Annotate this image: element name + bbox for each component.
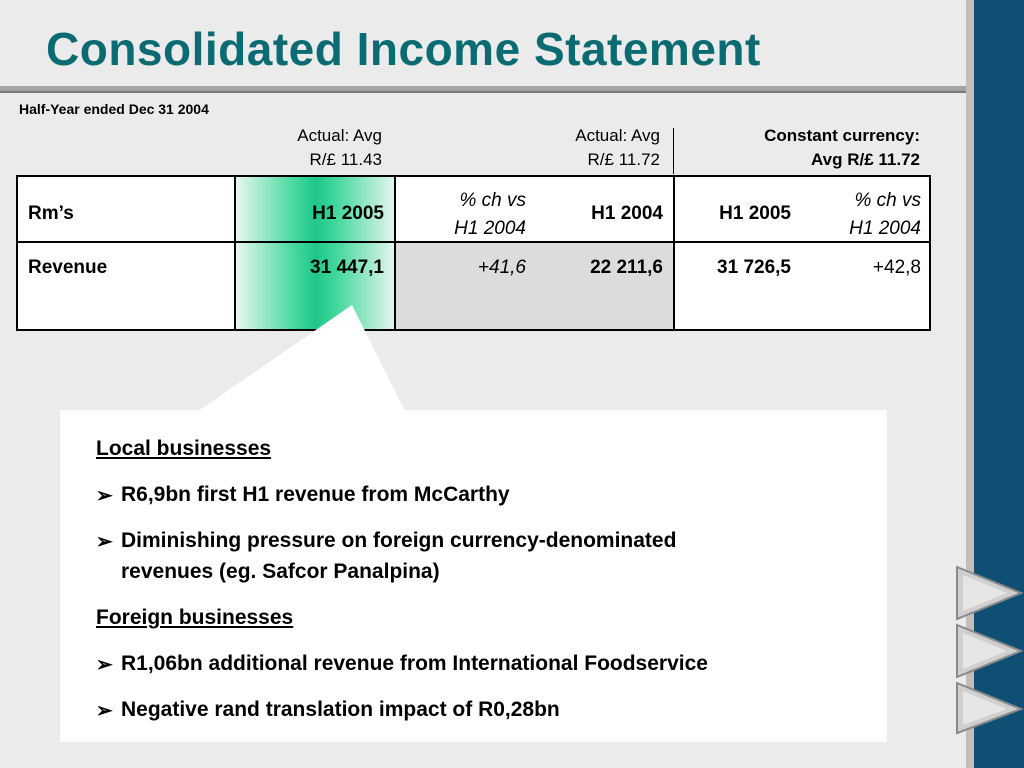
income-table: [16, 175, 931, 331]
col-divider: [673, 177, 675, 329]
bullet-arrow-icon: ➢: [96, 654, 113, 676]
revenue-cc-h1-2005: 31 726,5: [717, 257, 791, 278]
bullet-mccarthy: R6,9bn first H1 revenue from McCarthy: [121, 483, 510, 506]
header-actual-2004: Actual: Avg R/£ 11.72: [575, 126, 660, 169]
shaded-cells: [396, 243, 673, 329]
header-h1-2005: H1 2005: [312, 203, 384, 224]
bullet-foodservice: R1,06bn additional revenue from International Foodservice: [121, 652, 708, 675]
highlight-column: [236, 177, 396, 329]
bullet-currency-pressure: Diminishing pressure on foreign currency-denominated revenues (eg. Safcor Panalpina): [121, 529, 677, 583]
bullet-arrow-icon: ➢: [96, 485, 113, 507]
bullet-translation-impact: Negative rand translation impact of R0,28bn: [121, 698, 560, 721]
heading-local-businesses: Local businesses: [96, 437, 272, 460]
commentary-callout: [60, 410, 887, 742]
bullet-arrow-icon: ➢: [96, 531, 113, 553]
col-divider: [234, 177, 236, 329]
revenue-pct-change: +41,6: [477, 257, 526, 278]
revenue-cc-pct-change: +42,8: [872, 257, 921, 278]
header-pct-change: % ch vs H1 2004: [454, 190, 526, 239]
row-label-revenue: Revenue: [28, 257, 108, 278]
arrow-icon: [957, 683, 1021, 733]
navigation-arrows: [955, 565, 1024, 735]
arrow-icon: [957, 625, 1021, 677]
header-h1-2004: H1 2004: [591, 203, 663, 224]
header-divider: [673, 128, 674, 174]
slide-title: Consolidated Income Statement: [46, 23, 761, 75]
revenue-h1-2005: 31 447,1: [310, 257, 384, 278]
revenue-h1-2004: 22 211,6: [590, 257, 663, 278]
header-constant-currency: Constant currency: Avg R/£ 11.72: [764, 126, 920, 169]
heading-foreign-businesses: Foreign businesses: [96, 606, 294, 629]
header-cc-h1-2005: H1 2005: [719, 203, 791, 224]
arrow-icon: [957, 567, 1021, 619]
bullet-arrow-icon: ➢: [96, 700, 113, 722]
header-rms: Rm’s: [28, 203, 74, 224]
header-cc-pct-change: % ch vs H1 2004: [849, 190, 921, 239]
title-divider: [0, 86, 968, 93]
header-actual-2005: Actual: Avg R/£ 11.43: [297, 126, 382, 169]
period-subtitle: Half-Year ended Dec 31 2004: [19, 101, 209, 117]
